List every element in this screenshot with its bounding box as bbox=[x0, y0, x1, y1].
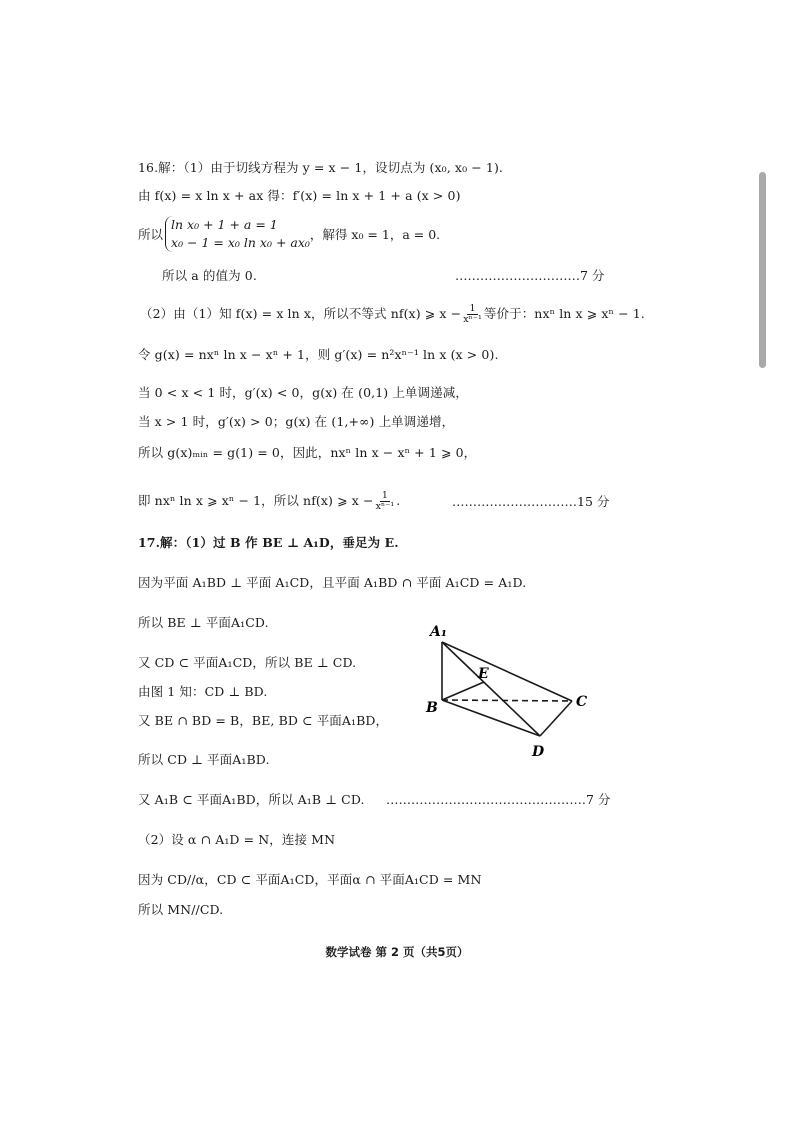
pyramid-figure bbox=[420, 618, 620, 768]
q16-intro: 16.解：（1）由于切线方程为 y = x − 1，设切点为 (x₀, x₀ − 1). bbox=[138, 160, 504, 175]
fraction-2-den: xⁿ⁻¹ bbox=[375, 500, 395, 512]
edge-b-c-hidden bbox=[442, 700, 572, 701]
label-c: C bbox=[576, 694, 588, 710]
q16-equation-system bbox=[138, 214, 440, 254]
scrollbar[interactable] bbox=[759, 172, 766, 368]
fraction-2-num: 1 bbox=[381, 489, 388, 501]
q17-cd-perp: 所以 CD ⊥ 平面A₁BD. bbox=[138, 752, 270, 767]
system-eq1: ln x₀ + 1 + a = 1 bbox=[171, 217, 278, 232]
system-eq2: x₀ − 1 = x₀ ln x₀ + ax₀ bbox=[171, 235, 310, 250]
label-d: D bbox=[532, 744, 545, 760]
label-a1: A₁ bbox=[430, 624, 447, 640]
fraction-1 bbox=[463, 304, 482, 325]
label-e: E bbox=[478, 666, 489, 682]
q16-conclusion-a: 即 nxⁿ ln x ⩾ xⁿ − 1，所以 nf(x) ⩾ x − bbox=[138, 493, 374, 508]
q16-conclusion-b: . bbox=[396, 493, 401, 508]
q17-planes: 因为平面 A₁BD ⊥ 平面 A₁CD，且平面 A₁BD ∩ 平面 A₁CD = A₁D. bbox=[138, 575, 527, 590]
q17-be-cd: 又 CD ⊂ 平面A₁CD，所以 BE ⊥ CD. bbox=[138, 655, 357, 670]
q16-part2-text-b: 等价于：nxⁿ ln x ⩾ xⁿ − 1. bbox=[483, 306, 645, 321]
q16-increasing: 当 x > 1 时，g′(x) > 0；g(x) 在 (1,+∞) 上单调递增， bbox=[138, 414, 455, 429]
fraction-1-num: 1 bbox=[469, 302, 476, 314]
edge-a1-d bbox=[442, 642, 540, 736]
q16-system-prefix: 所以 bbox=[138, 227, 164, 242]
q16-part2-text-a: （2）由（1）知 f(x) = x ln x，所以不等式 nf(x) ⩾ x − bbox=[140, 306, 462, 321]
score-15: …………………………15 分 bbox=[452, 494, 610, 509]
fraction-1-den: xⁿ⁻¹ bbox=[463, 313, 482, 325]
q17-intersect: 又 BE ∩ BD = B，BE, BD ⊂ 平面A₁BD， bbox=[138, 713, 389, 728]
q16-derivative: 由 f(x) = x ln x + ax 得：f′(x) = ln x + 1 + a (x > 0) bbox=[138, 188, 461, 203]
q17-part2: （2）设 α ∩ A₁D = N，连接 MN bbox=[138, 832, 336, 847]
score-7-b: …………………………………………7 分 bbox=[386, 792, 611, 807]
q17-mn-cd: 所以 MN//CD. bbox=[138, 902, 224, 917]
q16-system-suffix: ，解得 x₀ = 1，a = 0. bbox=[309, 227, 441, 242]
q16-a-value: 所以 a 的值为 0. bbox=[162, 268, 257, 283]
page-footer: 数学试卷 第 2 页（共5页） bbox=[325, 945, 469, 959]
q16-part2-intro bbox=[140, 302, 645, 326]
q17-parallel: 因为 CD//α，CD ⊂ 平面A₁CD，平面α ∩ 平面A₁CD = MN bbox=[138, 872, 482, 887]
segment-b-e bbox=[442, 682, 484, 700]
edge-b-d bbox=[442, 700, 540, 736]
score-7-a: …………………………7 分 bbox=[455, 268, 605, 283]
q17-a1b-cd: 又 A₁B ⊂ 平面A₁BD，所以 A₁B ⊥ CD. bbox=[138, 792, 365, 807]
q16-define-g: 令 g(x) = nxⁿ ln x − xⁿ + 1，则 g′(x) = n²xⁿ⁻¹ ln x (x > 0). bbox=[138, 347, 499, 362]
equation-brace bbox=[165, 216, 310, 252]
label-b: B bbox=[426, 700, 438, 716]
q17-intro: 17.解：（1）过 B 作 BE ⊥ A₁D，垂足为 E. bbox=[138, 535, 399, 550]
edge-d-c bbox=[540, 701, 572, 736]
q16-decreasing: 当 0 < x < 1 时，g′(x) < 0，g(x) 在 (0,1) 上单调递减， bbox=[138, 385, 468, 400]
q17-cd-bd: 由图 1 知：CD ⊥ BD. bbox=[138, 684, 268, 699]
fraction-2 bbox=[376, 491, 395, 512]
q16-conclusion bbox=[138, 488, 400, 514]
q17-be-perp: 所以 BE ⊥ 平面A₁CD. bbox=[138, 615, 269, 630]
q16-minimum: 所以 g(x)ₘᵢₙ = g(1) = 0，因此，nxⁿ ln x − xⁿ + 1 ⩾ 0， bbox=[138, 445, 477, 460]
